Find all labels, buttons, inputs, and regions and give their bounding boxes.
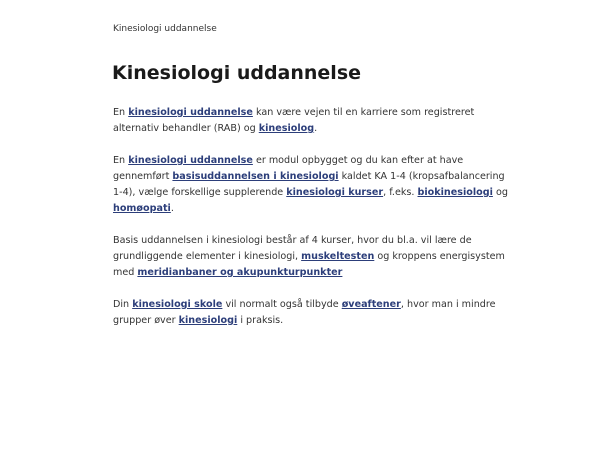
link-muskeltesten[interactable]: muskeltesten bbox=[301, 251, 375, 262]
link-kinesiologi-uddannelse[interactable]: kinesiologi uddannelse bbox=[128, 107, 253, 118]
paragraph-4 bbox=[113, 297, 513, 329]
link-kinesiologi[interactable]: kinesiologi bbox=[178, 315, 238, 326]
page-title: Kinesiologi uddannelse bbox=[112, 62, 362, 84]
link-kinesiologi-kurser[interactable]: kinesiologi kurser bbox=[286, 187, 384, 198]
text: Din bbox=[113, 299, 133, 310]
text: vil normalt også tilbyde bbox=[222, 299, 342, 310]
link-homoeopati[interactable]: homøopati bbox=[113, 203, 171, 214]
link-kinesiologi-skole[interactable]: kinesiologi skole bbox=[132, 299, 223, 310]
text: En bbox=[113, 155, 129, 166]
text: , hvor man i mindre grupper øver bbox=[113, 299, 496, 326]
site-title[interactable]: Kinesiologi uddannelse bbox=[113, 24, 217, 34]
text: og bbox=[492, 187, 508, 198]
text: er modul opbygget og du kan efter at have gennemført bbox=[113, 155, 464, 182]
text: Basis uddannelsen i kinesiologi består af 4 kurser, hvor du bl.a. vil lære de grundliggende elementer i kinesiologi, bbox=[113, 235, 472, 262]
article-content bbox=[113, 105, 513, 345]
text: . bbox=[170, 203, 174, 214]
text: , f.eks. bbox=[383, 187, 418, 198]
text: og kroppens energisystem med bbox=[113, 251, 505, 278]
link-meridianbaner[interactable]: meridianbaner og akupunkturpunkter bbox=[137, 267, 343, 278]
paragraph-3 bbox=[113, 233, 513, 281]
text: kaldet KA 1-4 (kropsafbalancering 1-4), vælge forskellige supplerende bbox=[113, 171, 505, 198]
link-biokinesiologi[interactable]: biokinesiologi bbox=[417, 187, 493, 198]
link-kinesiologi-uddannelse[interactable]: kinesiologi uddannelse bbox=[128, 155, 253, 166]
text: . bbox=[314, 123, 318, 134]
paragraph-1 bbox=[113, 105, 513, 137]
paragraph-2 bbox=[113, 153, 513, 217]
link-kinesiolog[interactable]: kinesiolog bbox=[258, 123, 315, 134]
text: En bbox=[113, 107, 129, 118]
link-oeveaftener[interactable]: øveaftener bbox=[341, 299, 401, 310]
text: kan være vejen til en karriere som registreret alternativ behandler (RAB) og bbox=[113, 107, 475, 134]
link-basisuddannelsen[interactable]: basisuddannelsen i kinesiologi bbox=[172, 171, 339, 182]
text: i praksis. bbox=[237, 315, 284, 326]
